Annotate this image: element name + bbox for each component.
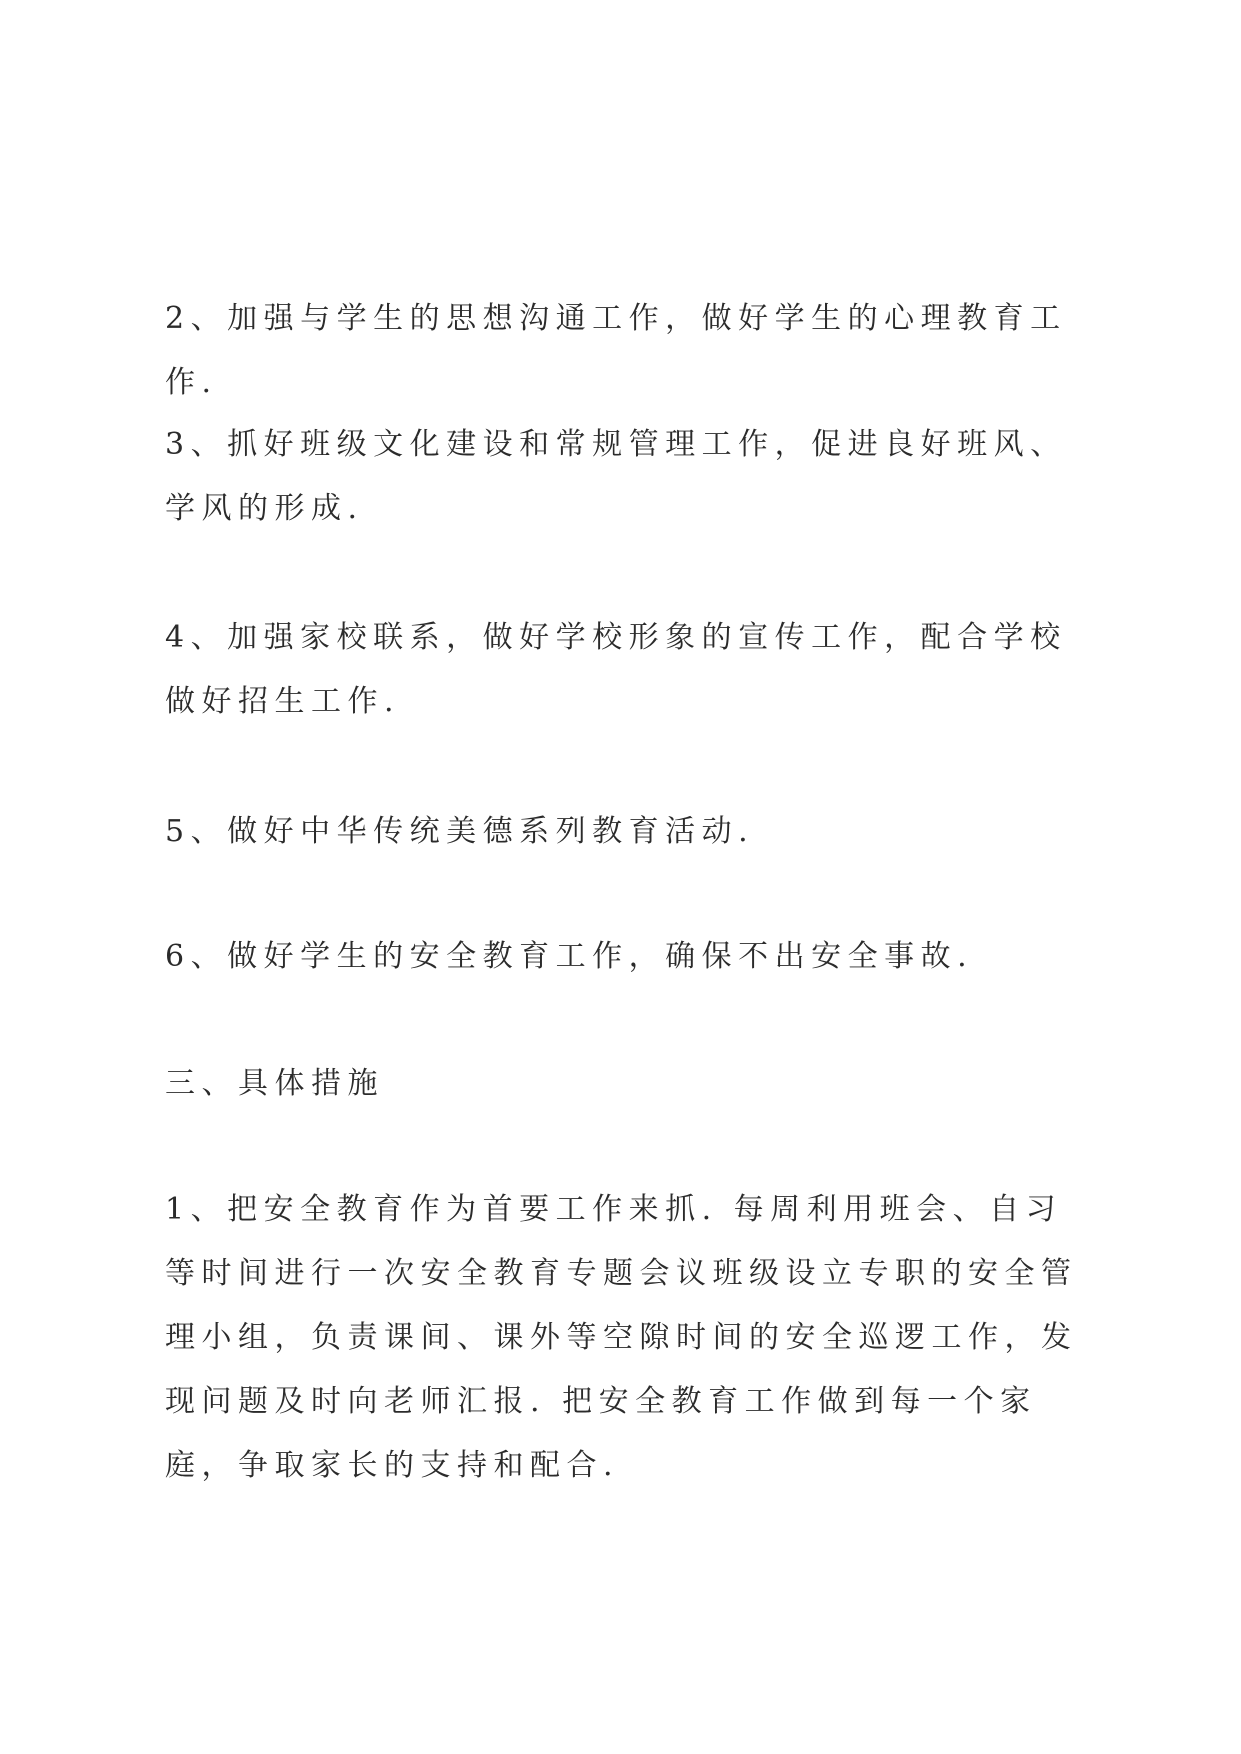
paragraph-item-6: 6、做好学生的安全教育工作，确保不出安全事故.: [165, 939, 974, 974]
section-heading: 三、具体措施: [165, 1066, 384, 1101]
paragraph-item-5: 5、做好中华传统美德系列教育活动.: [165, 814, 755, 849]
paragraph-item-3: 3、抓好班级文化建设和常规管理工作，促进良好班风、学风的形成.: [165, 427, 1067, 526]
measure-item-1: 1、把安全教育作为首要工作来抓. 每周利用班会、自习等时间进行一次安全教育专题会议班级设立专职的安全管理小组，负责课间、课外等空隙时间的安全巡逻工作，发现问题及时向老师汇报. 把安全教育工作做到每一个家庭，争取家长的支持和配合.: [165, 1192, 1078, 1483]
paragraph-item-4: 4、加强家校联系，做好学校形象的宣传工作，配合学校做好招生工作.: [165, 620, 1067, 719]
paragraph-item-2: 2、加强与学生的思想沟通工作，做好学生的心理教育工作.: [165, 301, 1067, 400]
